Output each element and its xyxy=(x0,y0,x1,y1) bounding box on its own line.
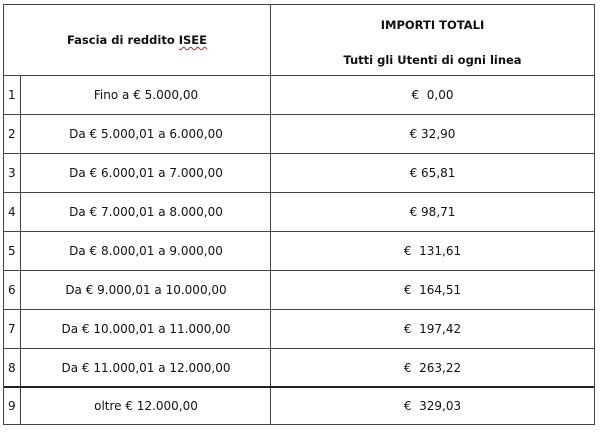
row-number: 6 xyxy=(4,271,21,309)
row-number: 7 xyxy=(4,310,21,348)
total-amount: € 164,51 xyxy=(403,283,462,297)
income-range: Da € 6.000,01 a 7.000,00 xyxy=(22,154,271,192)
row-number: 2 xyxy=(4,115,21,153)
table-row xyxy=(4,349,594,386)
income-band-header xyxy=(4,5,271,75)
income-range: Fino a € 5.000,00 xyxy=(22,76,271,114)
income-range: Da € 10.000,01 a 11.000,00 xyxy=(22,310,271,348)
total-amount: € 329,03 xyxy=(403,399,462,413)
table-header xyxy=(4,5,594,76)
income-range: oltre € 12.000,00 xyxy=(22,388,271,424)
total-amount: € 65,81 xyxy=(409,166,456,180)
income-range: Da € 9.000,01 a 10.000,00 xyxy=(22,271,271,309)
total-amount: € 263,22 xyxy=(403,360,462,375)
table-row xyxy=(4,193,594,232)
row-number: 9 xyxy=(4,388,21,424)
row-number: 3 xyxy=(4,154,21,192)
table-row xyxy=(4,271,594,310)
totals-header xyxy=(271,5,594,75)
income-range: Da € 8.000,01 a 9.000,00 xyxy=(22,232,271,270)
income-range: Da € 11.000,01 a 12.000,00 xyxy=(22,349,271,386)
table-row xyxy=(4,310,594,349)
table-row xyxy=(4,76,594,115)
row-number: 8 xyxy=(4,349,21,386)
totals-header-title: IMPORTI TOTALI xyxy=(380,18,485,32)
isee-fee-table xyxy=(3,4,595,425)
table-row xyxy=(4,115,594,154)
row-number: 5 xyxy=(4,232,21,270)
income-range: Da € 5.000,01 a 6.000,00 xyxy=(22,115,271,153)
table-row xyxy=(4,232,594,271)
table-row xyxy=(4,386,594,424)
totals-header-subtitle: Tutti gli Utenti di ogni linea xyxy=(343,53,522,67)
row-number: 4 xyxy=(4,193,21,231)
income-band-header-label: Fascia di reddito xyxy=(66,33,179,47)
total-amount: € 131,61 xyxy=(403,244,462,258)
total-amount: € 0,00 xyxy=(411,88,454,102)
total-amount: € 197,42 xyxy=(403,322,462,336)
total-amount: € 32,90 xyxy=(409,127,456,141)
income-range: Da € 7.000,01 a 8.000,00 xyxy=(22,193,271,231)
isee-acronym: ISEE xyxy=(178,33,208,47)
total-amount: € 98,71 xyxy=(409,205,456,219)
row-number: 1 xyxy=(4,76,21,114)
table-row xyxy=(4,154,594,193)
